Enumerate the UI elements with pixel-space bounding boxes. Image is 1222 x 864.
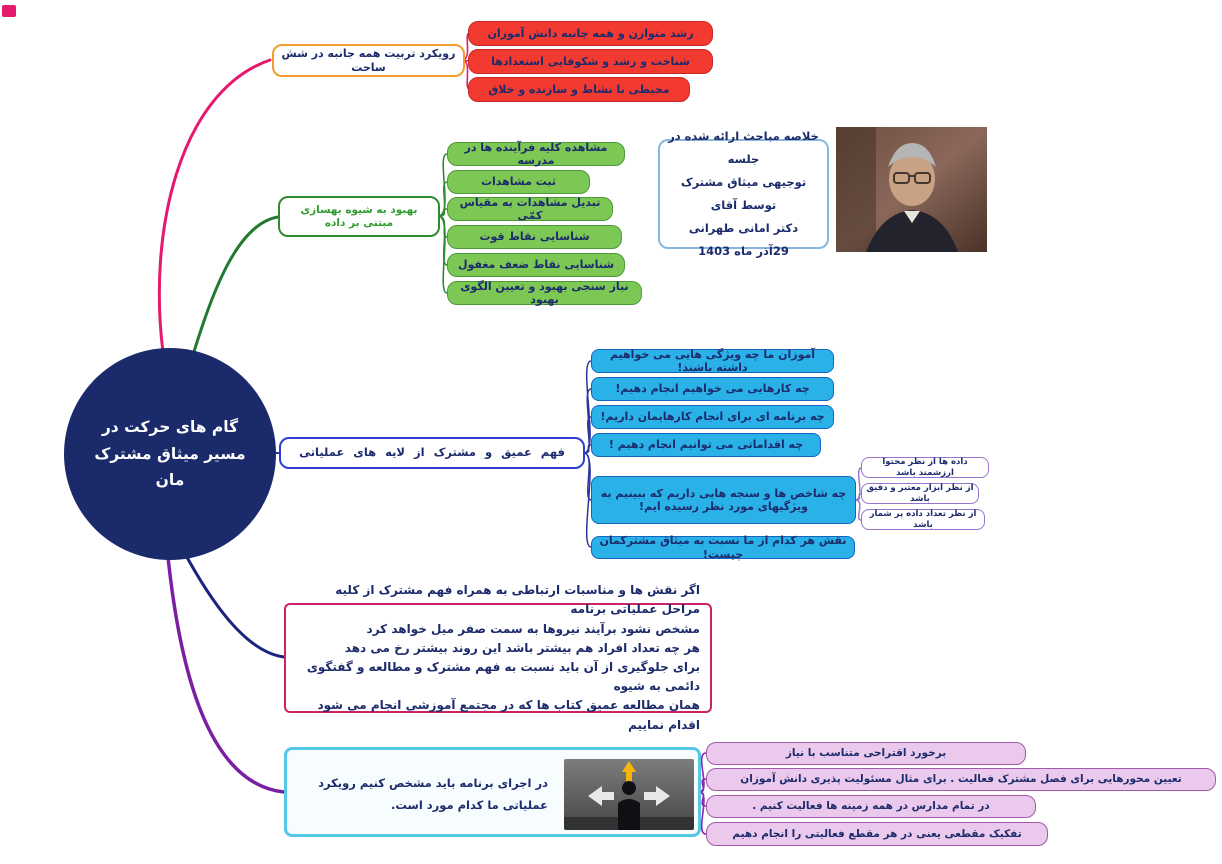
node-what-tasks-question[interactable]: چه کارهایی می خواهیم انجام دهیم! [591, 377, 834, 401]
node-what-actions-question[interactable]: چه اقداماتی می توانیم انجام دهیم ! [591, 433, 821, 457]
node-lively-environment[interactable]: محیطی با نشاط و سازنده و خلاق [468, 77, 690, 102]
node-valid-instrument[interactable]: از نظر ابزار معتبر و دقیق باشد [861, 483, 979, 504]
node-deep-understanding[interactable]: فهم عمیق و مشترک از لایه های عملیاتی [279, 437, 585, 469]
roles-note-line: همان مطالعه عمیق کتاب ها که در مجتمع آموزشی انجام می شود اقدام نماییم [317, 698, 700, 732]
node-student-traits-question[interactable]: آموزان ما چه ویژگی هایی می خواهیم داشته باشند! [591, 349, 834, 373]
node-quantify-observations[interactable]: تبدیل مشاهدات به مقیاس کمّی [447, 197, 613, 221]
node-identify-strengths[interactable]: شناسایی نقاط قوت [447, 225, 622, 249]
node-operational-approach[interactable] [284, 747, 701, 837]
central-node[interactable]: گام های حرکت در مسیر میثاق مشترک مان [64, 348, 276, 560]
node-data-driven-improvement[interactable]: بهبود به شیوه بهسازی مبتنی بر داده [278, 196, 440, 237]
node-role-question[interactable]: نقش هر کدام از ما نسبت به میثاق مشترکمان چیست! [591, 536, 855, 559]
node-numerous-data[interactable]: از نظر تعداد داده پر شمار باشد [861, 509, 985, 530]
node-indicators-question[interactable]: چه شاخص ها و سنجه هایی داریم که ببینیم به ویژگیهای مورد نظر رسیده ایم! [591, 476, 856, 524]
node-record-observations[interactable]: ثبت مشاهدات [447, 170, 590, 194]
node-observe-processes[interactable]: مشاهده کلیه فرآینده ها در مدرسه [447, 142, 625, 166]
node-identify-weaknesses[interactable]: شناسایی نقاط ضعف مغفول [447, 253, 625, 277]
node-common-axes[interactable]: تعیین محورهایی برای فصل مشترک فعالیت . برای مثال مسئولیت پذیری دانش آموزان [706, 768, 1216, 791]
node-all-schools-all-areas[interactable]: در تمام مدارس در همه زمینه ها فعالیت کنیم . [706, 795, 1036, 818]
roles-note-line: هر چه تعداد افراد هم بیشتر باشد این روند بیشتر رخ می دهد [344, 640, 700, 655]
decision-image [564, 759, 694, 830]
corner-mark [2, 5, 16, 17]
roles-note-line: اگر نقش ها و مناسبات ارتباطی به همراه فهم مشترک از کلیه مراحل عملیاتی برنامه [335, 583, 700, 617]
session-note-box [658, 129, 829, 258]
roles-note-line: مشخص نشود برآیند نیروها به سمت صفر میل خواهد کرد [366, 621, 700, 636]
session-note-line: 29آذر ماه 1403 [698, 244, 789, 258]
node-stage-separation[interactable]: تفکیک مقطعی یعنی در هر مقطع فعالیتی را انجام دهیم [706, 822, 1048, 846]
node-talent-discovery[interactable]: شناخت و رشد و شکوفایی استعدادها [468, 49, 713, 74]
node-what-plan-question[interactable]: چه برنامه ای برای انجام کارهایمان داریم! [591, 405, 834, 429]
node-data-valuable[interactable]: داده ها از نظر محتوا ارزشمند باشد [861, 457, 989, 478]
roles-note-line: برای جلوگیری از آن باید نسبت به فهم مشترک و مطالعه و گفتگوی دائمی به شیوه [306, 660, 700, 694]
node-balanced-growth[interactable]: رشد متوازن و همه جانبه دانش آموزان [468, 21, 713, 46]
session-note-line: خلاصه مباحث ارائه شده در جلسه [668, 129, 819, 166]
node-needs-based-approach[interactable]: برخورد اقتراحی متناسب با نیاز [706, 742, 1026, 765]
node-six-domains[interactable]: رویکرد تربیت همه جانبه در شش ساحت [272, 44, 465, 77]
speaker-photo [836, 127, 987, 252]
node-needs-assessment[interactable]: نیاز سنجی بهبود و تعیین الگوی بهبود [447, 281, 642, 305]
session-note-line: توجیهی میثاق مشترک توسط آقای [680, 175, 807, 212]
operational-approach-label: در اجرای برنامه باید مشخص کنیم رویکرد عملیاتی ما کدام مورد است. [318, 776, 548, 812]
session-note-line: دکتر امانی طهرانی [688, 221, 799, 235]
roles-note-box[interactable] [284, 583, 712, 732]
